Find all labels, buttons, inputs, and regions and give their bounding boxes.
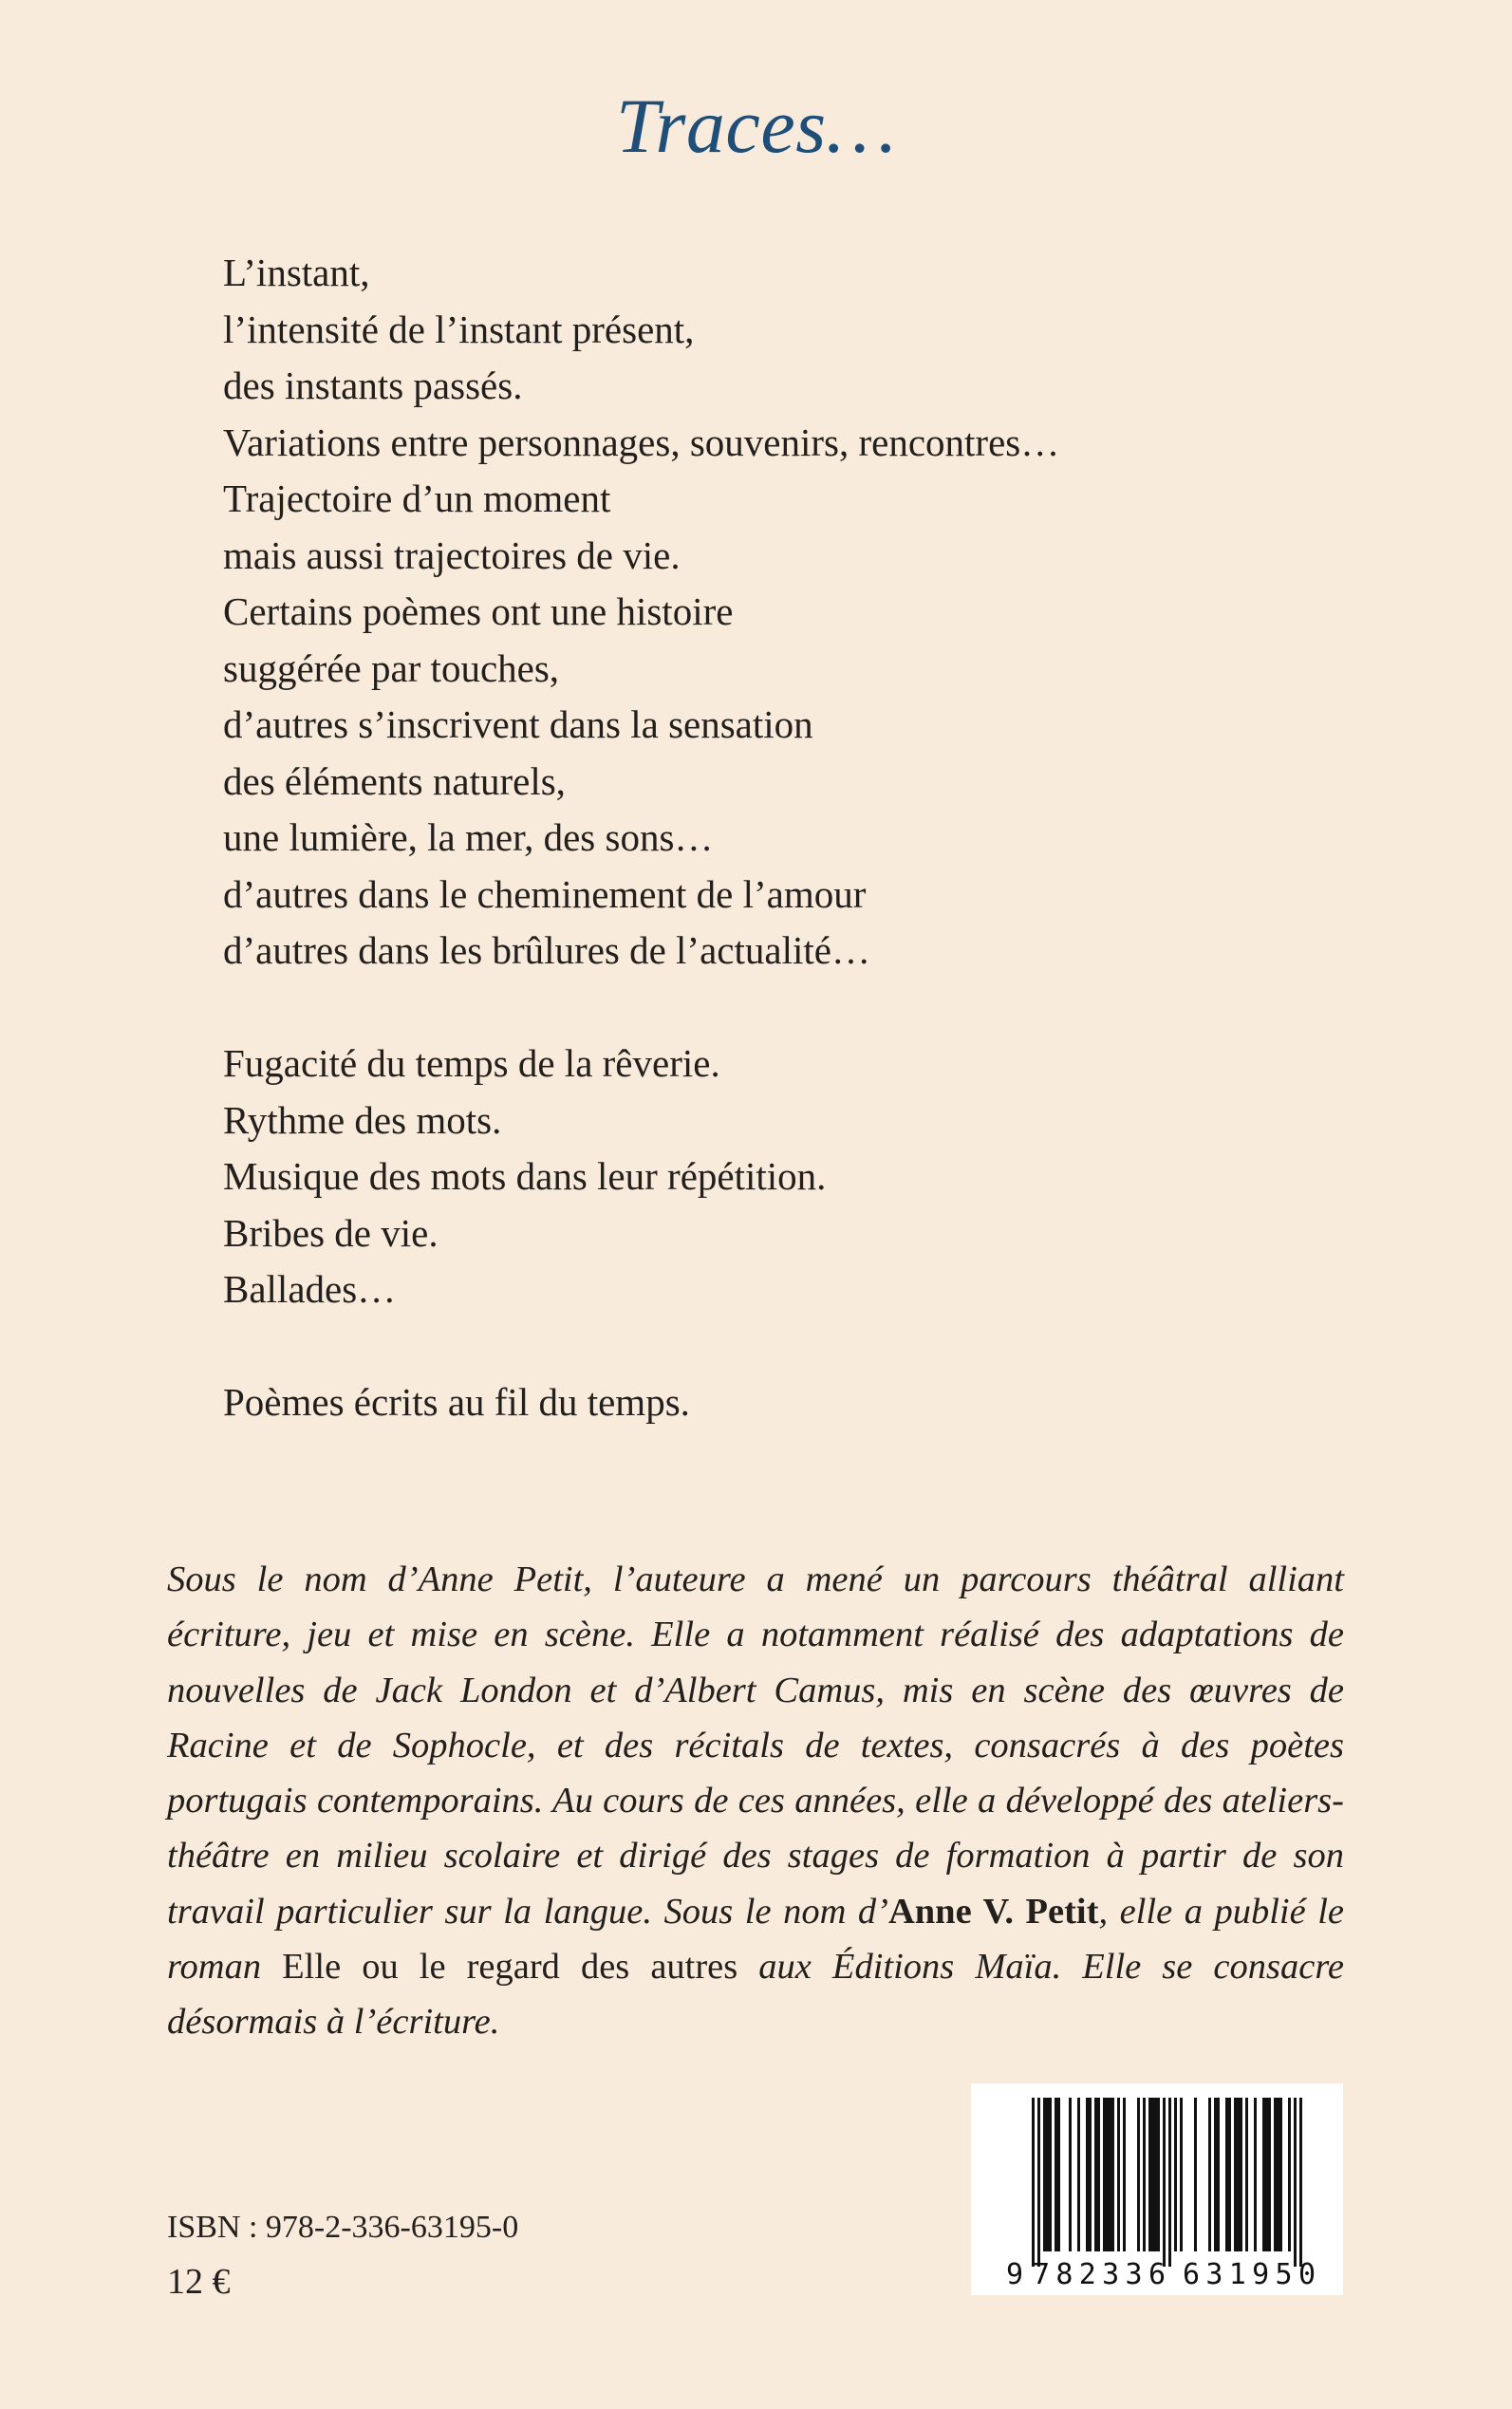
barcode-bar bbox=[1214, 2098, 1217, 2251]
barcode-bar bbox=[1288, 2098, 1291, 2251]
barcode-bar bbox=[1163, 2098, 1166, 2267]
barcode-bar bbox=[1111, 2098, 1114, 2251]
barcode-bar bbox=[1225, 2098, 1228, 2251]
poem-line: suggérée par touches, bbox=[223, 645, 560, 690]
poem-line: Bribes de vie. bbox=[223, 1210, 439, 1255]
barcode-bar bbox=[1294, 2098, 1297, 2267]
barcode-graphic bbox=[1004, 2098, 1332, 2288]
bio-text-1: Sous le nom d’Anne Petit, l’auteure a mené un parcours théâtral alliant écriture, jeu et mise en scène. Elle a notamment réalisé des adaptations de nouvelles de Jack London et d’Albert Camus, mis en scène des œuvres de Racine et de Sophocle, et des récitals de textes, consacrés à des poètes portugais contemporains. Au cours de ces années, elle a développé des ateliers-théâtre en milieu scolaire et dirigé des stages de formation à partir de son travail particulier sur la langue. Sous le nom d’ bbox=[167, 1559, 1344, 1932]
poem-line: Poèmes écrits au fil du temps. bbox=[223, 1380, 690, 1424]
price-text: 12 € bbox=[167, 2262, 231, 2302]
poem-stanza-2 bbox=[223, 1036, 1315, 1318]
barcode-bar bbox=[1154, 2098, 1157, 2251]
poem-line: des éléments naturels, bbox=[223, 758, 566, 803]
barcode-bar bbox=[1049, 2098, 1052, 2251]
barcode-bar bbox=[1055, 2098, 1057, 2251]
blurb-poem bbox=[223, 245, 1315, 1431]
poem-line: d’autres dans le cheminement de l’amour bbox=[223, 871, 867, 916]
novel-title: Elle ou le regard des autres bbox=[282, 1947, 738, 1988]
barcode-bar bbox=[1103, 2098, 1106, 2251]
barcode-bar bbox=[1168, 2098, 1171, 2267]
barcode-bar bbox=[1143, 2098, 1146, 2251]
barcode-bar bbox=[1262, 2098, 1265, 2251]
barcode-bar bbox=[1032, 2098, 1035, 2267]
barcode-bar bbox=[1174, 2098, 1177, 2251]
barcode-bar bbox=[1089, 2098, 1092, 2251]
barcode-bar bbox=[1268, 2098, 1271, 2251]
barcode-bar bbox=[1151, 2098, 1154, 2251]
barcode-bar bbox=[1240, 2098, 1242, 2251]
poem-line: Musique des mots dans leur répétition. bbox=[223, 1154, 827, 1198]
barcode-bar bbox=[1208, 2098, 1211, 2251]
poem-line: une lumière, la mer, des sons… bbox=[223, 815, 714, 859]
isbn-text: ISBN : 978-2-336-63195-0 bbox=[167, 2210, 519, 2245]
barcode-bar bbox=[1217, 2098, 1220, 2251]
barcode-bar bbox=[1148, 2098, 1151, 2251]
poem-line: L’instant, bbox=[223, 251, 370, 294]
barcode-bar bbox=[1106, 2098, 1109, 2251]
author-name: Anne V. Petit bbox=[887, 1891, 1099, 1932]
author-bio bbox=[167, 1552, 1344, 2050]
barcode-bar bbox=[1245, 2098, 1248, 2251]
barcode-bar bbox=[1117, 2098, 1120, 2251]
bio-text-2: , elle a publié le roman bbox=[167, 1891, 1344, 1988]
poem-line: Trajectoire d’un moment bbox=[223, 476, 611, 520]
barcode-bar bbox=[1109, 2098, 1111, 2251]
barcode-right-digits: 631950 bbox=[1183, 2258, 1316, 2288]
book-title: Traces… bbox=[615, 83, 897, 169]
barcode-bar bbox=[1299, 2098, 1302, 2267]
poem-line: Ballades… bbox=[223, 1267, 397, 1311]
poem-line: Certains poèmes ont une histoire bbox=[223, 589, 734, 633]
barcode-bar bbox=[1046, 2098, 1049, 2251]
barcode-bar bbox=[1157, 2098, 1160, 2251]
barcode-left-digits: 782336 bbox=[1033, 2258, 1166, 2288]
barcode-bar bbox=[1043, 2098, 1046, 2251]
barcode-bar bbox=[1137, 2098, 1140, 2251]
barcode-bar bbox=[1274, 2098, 1277, 2251]
barcode-bar bbox=[1234, 2098, 1237, 2251]
poem-line: l’intensité de l’instant présent, bbox=[223, 307, 695, 351]
poem-line: Variations entre personnages, souvenirs, rencontres… bbox=[223, 420, 1060, 464]
poem-stanza-1 bbox=[223, 245, 1315, 980]
barcode-bar bbox=[1237, 2098, 1240, 2251]
poem-stanza-3 bbox=[223, 1374, 1315, 1431]
bio-text-3: aux Éditions Maïa. Elle se consacre désormais à l’écriture. bbox=[167, 1947, 1344, 2043]
poem-line: d’autres dans les brûlures de l’actualité… bbox=[223, 928, 870, 972]
barcode-bar bbox=[1123, 2098, 1126, 2251]
barcode-bar bbox=[1077, 2098, 1080, 2251]
poem-line: Fugacité du temps de la rêverie. bbox=[223, 1041, 720, 1085]
barcode-bar bbox=[1086, 2098, 1089, 2251]
barcode-bar bbox=[1279, 2098, 1282, 2251]
barcode-first-digit: 9 bbox=[1006, 2258, 1024, 2288]
barcode-bar bbox=[1277, 2098, 1279, 2251]
barcode-bars bbox=[1032, 2098, 1302, 2267]
barcode-bar bbox=[1228, 2098, 1231, 2251]
barcode-bar bbox=[1069, 2098, 1072, 2251]
barcode-bar bbox=[1194, 2098, 1197, 2251]
barcode-bar bbox=[1094, 2098, 1097, 2251]
barcode-bar bbox=[1265, 2098, 1268, 2251]
poem-line: d’autres s’inscrivent dans la sensation bbox=[223, 702, 813, 746]
barcode-bar bbox=[1057, 2098, 1060, 2251]
barcode-bar bbox=[1097, 2098, 1100, 2251]
poem-line: Rythme des mots. bbox=[223, 1097, 502, 1142]
barcode-bar bbox=[1180, 2098, 1183, 2251]
barcode-bar bbox=[1254, 2098, 1257, 2251]
poem-line: des instants passés. bbox=[223, 364, 523, 407]
barcode bbox=[971, 2083, 1343, 2295]
barcode-bar bbox=[1037, 2098, 1040, 2267]
poem-line: mais aussi trajectoires de vie. bbox=[223, 532, 681, 577]
